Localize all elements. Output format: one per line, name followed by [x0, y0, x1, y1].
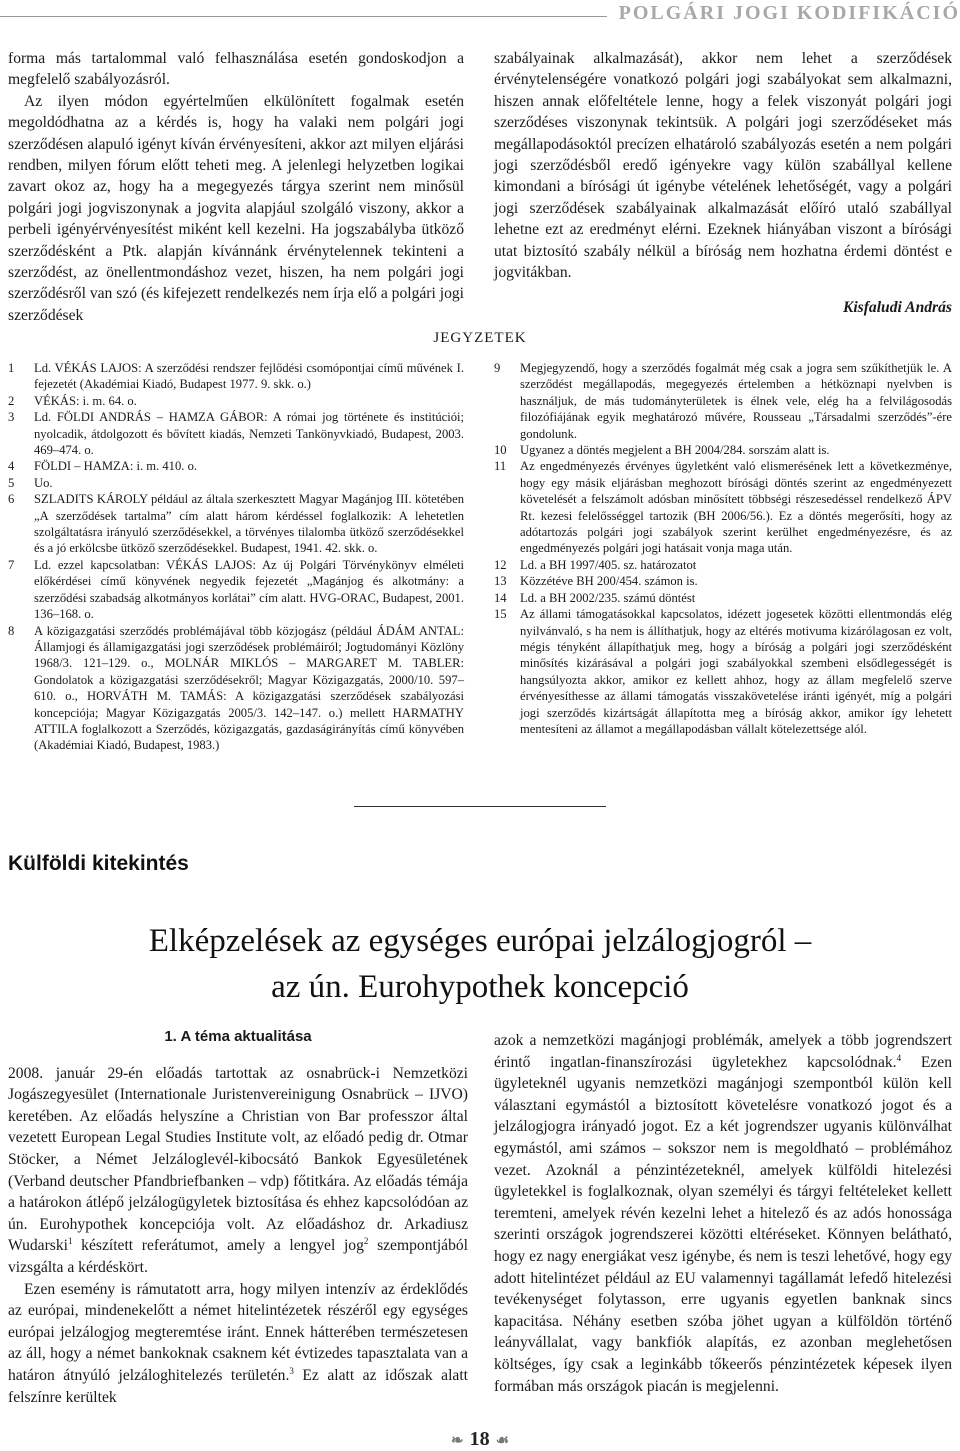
footnote: 9 Megjegyzendő, hogy a szerződés fogalmát még csak a jogra sem szűkíthetjük le. A szerződést megállapodás, megegyezés értelemben a hétköznapi nyelvben is használjuk, de más tudományterületek is élnek vele, elég ha a felvilágosodás filozófiájának egyik meghatározó művére, Rousseau „Társadalmi szerződés”-ére gondolunk. — [494, 361, 952, 441]
footnote: 13 Közzétéve BH 200/454. számon is. — [494, 574, 698, 589]
footnote: 1 Ld. VÉKÁS LAJOS: A szerződési rendszer fejlődési csomópontjai című művének I. fejezetét (Akadémiai Kiadó, Budapest 1977. 9. skk. o.) — [8, 361, 464, 392]
author-signature: Kisfaludi András — [842, 299, 952, 317]
footnote: 8 A közigazgatási szerződés problémájával több közjogász (például ÁDÁM ANTAL: Államjogi és államigazgatási jogi szerződések problémáiról; Jogtudományi Közlöny 1968/3. 121–129. o., MOLNÁR MIKLÓS – MARGARET M. TABLER: Gondolatok a közigazgatási szerződésekről; Magyar Közigazgatás, 2000/10. 597–610. o., HORVÁTH M. TAMÁS: A közigazgatási szerződések szabályozási koncepciója; Magyar Közigazgatás 2005/3. 142–147. o.) mellett HARMATHY ATTILA foglalkozott a Szerződés, közigazgatás, gazdaságirányítás című könyvében (Akadémiai Kiadó, Budapest, 1983.) — [8, 623, 464, 753]
footnote: 3 Ld. FÖLDI ANDRÁS – HAMZA GÁBOR: A római jog története és institúciói; nyolcadik, átdolgozott és bővített kiadás, Nemzeti Tankönyvkiadó, Budapest, 2003. 469–474. o. — [8, 410, 464, 458]
paragraph: Ezen esemény is rámutatott arra, hogy milyen intenzív az érdeklődés az európai, mindenekelőtt a német hitelintézetek részéről egy egységes európai jelzálogjog megteremtése iránt. Ennek hátterében természetesen az áll, hogy a német bankoknak csaknem két évtizedes tapasztalata van a határon átnyúló jelzáloghitelezés területén.$^3$ Ez alatt az időszak alatt felszínre kerültek — [8, 1280, 468, 1406]
footnote: 4 FÖLDI – HAMZA: i. m. 410. o. — [8, 459, 198, 474]
footnote: 2 VÉKÁS: i. m. 64. o. — [8, 393, 137, 408]
footnote: 10 Ugyanez a döntés megjelent a BH 2004/284. sorszám alatt is. — [494, 443, 830, 458]
top-left-column — [8, 48, 464, 326]
article-title-line: az ún. Eurohypothek koncepció — [271, 969, 689, 1005]
ornament-icon: ❧ — [450, 1433, 464, 1449]
footnote: 15 Az állami támogatásokkal kapcsolatos, idézett jogesetek közötti ellentmondás elég nyilvánvaló, s ha nem is állíthatjuk, hogy az eltérés motivuma kizárólagosan ez volt, mégis tényként állapíthatjuk meg, hogy a bíróság a polgári jogi szerződésként minősítés kizárásával a polgári jogi szabályokkal szembeni elsődlegességét is hangsúlyozta akkor, amikor ez kellett ahhoz, hogy az állam megfelelő szerve érvényesíthesse az állami támogatás visszakövetelése iránti igényét, míg a polgári jogi szerződés kizártságát állapította meg a bíróság akkor, amikor így lehetett mentesíteni az államot a megállapodásban vállalt kötelezettsége alól. — [494, 607, 952, 736]
page-number — [0, 1428, 960, 1451]
footnote: 6 SZLADITS KÁROLY például az általa szerkesztett Magyar Magánjog III. kötetében „A szerződések tartalma” cím alatt három kérdéssel foglalkozik: A lehetetlen szolgáltatásra irányuló szerződésekkel, a törvényes tilalomba ütköző szerződésekkel és a jó erkölcsbe ütköző szerződésekkel. Budapest, 1941. 42. skk. o. — [8, 492, 464, 556]
top-right-column — [494, 48, 952, 319]
paragraph: forma más tartalommal való felhasználása esetén gondoskodjon a megfelelő szabályozásról. — [8, 50, 464, 89]
article-left-column — [8, 1026, 468, 1408]
notes-heading: JEGYZETEK — [433, 330, 527, 346]
running-header: POLGÁRI JOGI KODIFIKÁCIÓ — [607, 2, 960, 25]
paragraph: azok a nemzetközi magánjogi problémák, amelyek a több jogrendszert érintő ingatlan-finanszírozási ügyletekhez kapcsolódnak.$^4$ Ezen ügyleteknél ugyanis nemzetközi magánjogi szempontból külön kell választani egymástól a biztosított követelésre vonatkozó jogot és a jelzálogjogra irányadó jogot. Ez a két jogrendszer ugyanis különválhat egymástól, ami számos – sokszor nem is megoldható – problémához vezet. Azoknál a pénzintézeteknél, amelyek külföldi hitelezési ügyletekkel is foglalkoznak, olyan személyi és tárgyi feltételeket kellett teremteni, amelyek révén kezelni lehet a hitelező és az adós honossága szerinti országok jogrendszerei közötti eltéréseket. Könnyen belátható, hogy ez nagy energiákat vesz igénybe, és nem is teszi lehetővé, hogy egy adott hitelintézet például az EU valamennyi tagállamát lefedő hitelezési tevékenységet folytasson, erre ugyanis egyetlen banknak sincs kapacitása. Néhány esetben szóba jöhet ugyan a külföldön történő leányvállalat, vagy bankfiók alapítás, ez azonban meglehetősen költséges, így csak a leginkább tőkeerős pénzintézetek képesek ilyen formában más országok piacán is megjelenni. — [494, 1032, 952, 1395]
paragraph: szabályainak alkalmazását), akkor nem lehet a szerződések érvénytelenségére vonatkozó polgári jogi szabályokat sem alkalmazni, hiszen annak előfeltétele lenne, hogy a felek viszonyát polgári jogi szerződéses viszonynak tekintsük. A polgári jogi szerződéseket más megállapodásoktól precízen elhatároló szabályozás esetén a nem polgári jogi szerződésből eredő igényekre vagy külön szabállyal kellene kimondani a bírósági út igénybe vételének lehetőségét, vagy a polgári jogi szerződések szabályainak alkalmazását előíró utaló szabállyal lehetne ezt az eredményt elérni. Ezeknek hiányában viszont a bírósági utat biztosító szabály nélkül a bíróság nem hozhatna érdemi döntést e jogvitákban. — [494, 50, 952, 282]
article-subheading: 1. A téma aktualitása — [164, 1028, 312, 1045]
paragraph: 2008. január 29-én előadás tartottak az osnabrück-i Nemzetközi Jogászegyesület (Internationale Juristenvereinigung Osnabrück – IJVO) keretében. Az előadás helyszíne a Christian von Bar professzor által vezetett European Legal Studies Institute volt, az előadó pedig dr. Otmar Stöcker, a Német Jelzáloglevél-kibocsátó Bankok Egyesületének (Verband deutscher Pfandbriefbanken – vdp) főtitkára. Az előadás témája a határokon átlépő jelzálogügyletek biztosítása és ehhez kapcsolódóan az ún. Eurohypothek koncepciója volt. Az előadáshoz dr. Arkadiusz Wudarski$^1$ készített referátumot, amely a lengyel jog$^2$ szempontjából vizsgálta a kérdéskört. — [8, 1064, 469, 1276]
separator-rule — [354, 806, 606, 807]
footnotes-left — [8, 360, 464, 754]
footnote: 5 Uo. — [8, 475, 53, 490]
footnote: 14 Ld. a BH 2002/235. számú döntést — [494, 590, 696, 605]
paragraph: Az ilyen módon egyértelműen elkülönített fogalmak esetén megoldódhatna az a kérdés is, hogy ha valaki nem polgári jogi szerződésen alapuló igényt kíván érvényesíteni, akkor azt milyen eljárási rendben, milyen fórum előtt teheti meg. A jelenlegi helyzetben logikai zavart okoz az, hogy ha a megegyezés tárgya szerint nem minősül polgári jogi jogviszonynak a jogvita alapjául szolgáló viszony, akkor a perbeli igényérvényesítést miként kell kezelni. Ha jogszabályba ütköző szerződésként a Ptk. alapján kívánnánk érvénytelennek tekinteni a szerződést, az önellentmondáshoz vezet, hiszen, ha nem polgári jogi szerződésről van szó (és kifejezett rendelkezés nem írja elő a polgári jogi szerződések — [8, 92, 464, 324]
article-right-column — [494, 1030, 952, 1397]
page-number-value: 18 — [469, 1428, 490, 1450]
ornament-icon: ☙ — [495, 1433, 510, 1449]
footnote: 12 Ld. a BH 1997/405. sz. határozatot — [494, 557, 697, 572]
footnote: 7 Ld. ezzel kapcsolatban: VÉKÁS LAJOS: Az új Polgári Törvénykönyv elméleti előkérdései című könyvének negyedik fejezetét „Magánjog és alkotmány: a szerződési szabadság alkotmányos korlátai” cím alatt. HVG-ORAC, Budapest, 2001. 136–168. o. — [8, 557, 464, 622]
section-title: Külföldi kitekintés — [8, 852, 189, 875]
article-title-line: Elképzelések az egységes európai jelzálogjogról – — [148, 923, 812, 959]
footnote: 11 Az engedményezés érvényes ügyletként való elismerésének lett a következménye, hogy egy másik eljárásban meghozott bírósági döntés szerint az engedményezett követelését a felszámolt adósban minősített többségi részesedéssel rendelkező ÁPV Rt. kezesi felelősséggel tartozik (BH 2006/56.). Ez a döntés megerősíti, hogy az adótartozás polgári jogi szabályok szerint kerülhet engedményezésre, és az engedményezés polgári jogi hatásait vonja maga után. — [494, 459, 952, 556]
article-title — [60, 918, 900, 1010]
footnotes-right — [494, 360, 952, 737]
